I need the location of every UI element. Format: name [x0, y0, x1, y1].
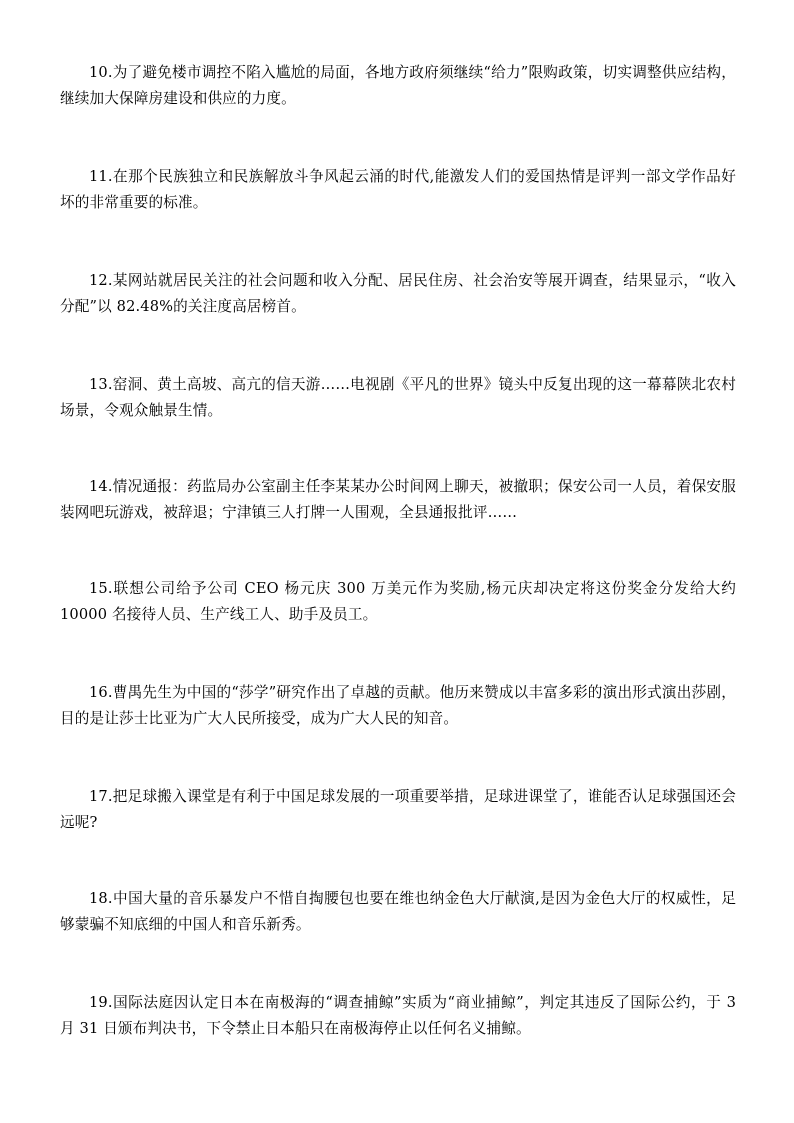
question-19: 19.国际法庭因认定日本在南极海的“调查捕鲸”实质为“商业捕鲸”，判定其违反了国际公约，于 3 月 31 日颁布判决书，下令禁止日本船只在南极海停止以任何名义捕鲸。 [60, 994, 736, 1037]
question-16: 16.曹禺先生为中国的“莎学”研究作出了卓越的贡献。他历来赞成以丰富多彩的演出形式演出莎剧，目的是让莎士比亚为广大人民所接受，成为广大人民的知音。 [60, 684, 736, 727]
question-18: 18.中国大量的音乐暴发户不惜自掏腰包也要在维也纳金色大厅献演,是因为金色大厅的权威性，足够蒙骗不知底细的中国人和音乐新秀。 [60, 890, 736, 933]
question-17: 17.把足球搬入课堂是有利于中国足球发展的一项重要举措，足球进课堂了，谁能否认足球强国还会远呢? [60, 788, 736, 831]
question-10: 10.为了避免楼市调控不陷入尴尬的局面，各地方政府须继续“给力”限购政策，切实调整供应结构，继续加大保障房建设和供应的力度。 [60, 64, 736, 107]
question-11: 11.在那个民族独立和民族解放斗争风起云涌的时代,能激发人们的爱国热情是评判一部文学作品好坏的非常重要的标准。 [60, 168, 736, 211]
question-13: 13.窑洞、黄土高坡、高亢的信天游……电视剧《平凡的世界》镜头中反复出现的这一幕幕陕北农村场景，令观众触景生情。 [60, 376, 736, 419]
question-15: 15.联想公司给予公司 CEO 杨元庆 300 万美元作为奖励,杨元庆却决定将这份奖金分发给大约 10000 名接待人员、生产线工人、助手及员工。 [60, 580, 736, 623]
question-12: 12.某网站就居民关注的社会问题和收入分配、居民住房、社会治安等展开调查，结果显示，“收入分配”以 82.48%的关注度高居榜首。 [60, 272, 736, 315]
question-14: 14.情况通报：药监局办公室副主任李某某办公时间网上聊天，被撤职；保安公司一人员，着保安服装网吧玩游戏，被辞退；宁津镇三人打牌一人围观，全县通报批评…… [60, 478, 736, 521]
